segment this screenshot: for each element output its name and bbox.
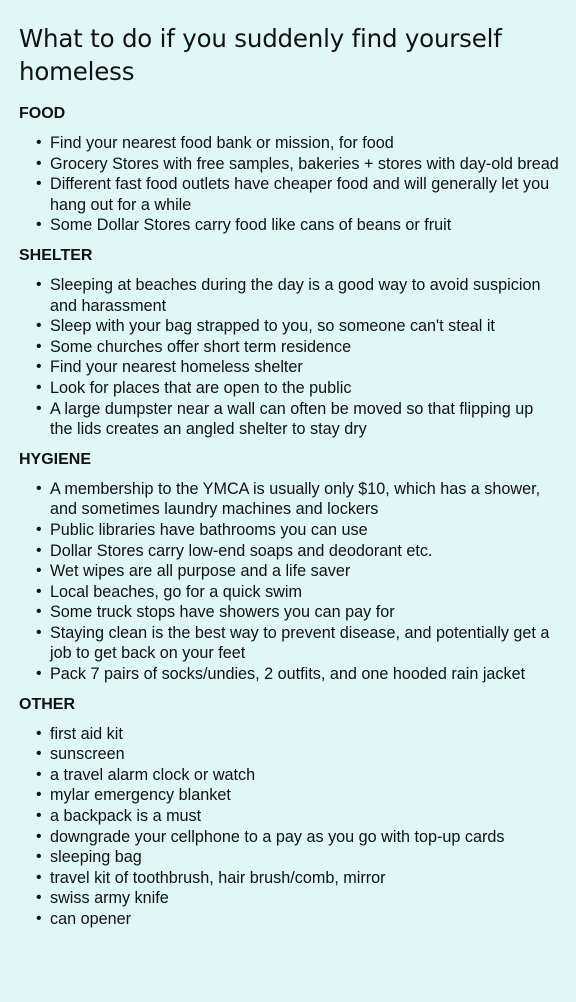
list-item bbox=[19, 316, 560, 337]
bullet: • bbox=[36, 582, 42, 600]
list-item-text: a travel alarm clock or watch bbox=[50, 765, 256, 784]
bullet: • bbox=[36, 745, 42, 763]
list-item bbox=[19, 868, 560, 889]
list-item-text: Find your nearest food bank or mission, for food bbox=[50, 134, 394, 152]
list-item bbox=[19, 806, 560, 827]
list-item bbox=[19, 582, 560, 603]
list-item bbox=[19, 337, 560, 358]
hygiene-list bbox=[19, 479, 560, 685]
bullet: • bbox=[36, 889, 42, 907]
bullet: • bbox=[36, 603, 42, 621]
list-item bbox=[19, 765, 560, 786]
shelter-list bbox=[19, 275, 560, 440]
list-item bbox=[19, 541, 560, 562]
bullet: • bbox=[36, 623, 42, 641]
bullet: • bbox=[36, 154, 42, 172]
bullet: • bbox=[36, 216, 42, 234]
list-item-text: sleeping bag bbox=[50, 848, 142, 867]
list-item-text: A membership to the YMCA is usually only $10, which has a shower, and sometimes laundry machines and lockers bbox=[50, 479, 541, 519]
section-hygiene bbox=[19, 450, 560, 685]
bullet: • bbox=[36, 827, 42, 845]
list-item-text: first aid kit bbox=[50, 724, 123, 743]
list-item bbox=[19, 724, 560, 745]
bullet: • bbox=[36, 786, 42, 804]
list-item bbox=[19, 357, 560, 378]
list-item-text: Dollar Stores carry low-end soaps and deodorant etc. bbox=[50, 541, 433, 560]
list-item-text: swiss army knife bbox=[50, 889, 169, 908]
bullet: • bbox=[36, 868, 42, 886]
bullet: • bbox=[36, 317, 42, 335]
bullet: • bbox=[36, 175, 42, 193]
list-item bbox=[19, 133, 560, 154]
bullet: • bbox=[36, 275, 42, 293]
list-item-text: mylar emergency blanket bbox=[50, 786, 231, 805]
list-item-text: Wet wipes are all purpose and a life saver bbox=[50, 562, 351, 581]
bullet: • bbox=[36, 562, 42, 580]
list-item bbox=[19, 909, 560, 930]
food-list bbox=[19, 133, 560, 236]
bullet: • bbox=[36, 479, 42, 497]
page-title: What to do if you suddenly find yourself homeless bbox=[19, 24, 502, 86]
section-heading-other: OTHER bbox=[19, 695, 75, 713]
list-item-text: Staying clean is the best way to prevent disease, and potentially get a job to get back on your feet bbox=[50, 623, 550, 663]
list-item-text: Different fast food outlets have cheaper food and will generally let you hang out for a while bbox=[50, 175, 550, 214]
section-food bbox=[19, 104, 560, 236]
list-item-text: Grocery Stores with free samples, bakeries + stores with day-old bread bbox=[50, 154, 559, 173]
list-item-text: can opener bbox=[50, 910, 132, 928]
list-item bbox=[19, 602, 560, 623]
bullet: • bbox=[36, 520, 42, 538]
list-item bbox=[19, 520, 560, 541]
list-item bbox=[19, 275, 560, 316]
list-item bbox=[19, 888, 560, 909]
bullet: • bbox=[36, 134, 42, 151]
bullet: • bbox=[36, 910, 42, 927]
bullet: • bbox=[36, 337, 42, 355]
list-item bbox=[19, 479, 560, 520]
section-other bbox=[19, 695, 560, 930]
list-item bbox=[19, 154, 560, 175]
bullet: • bbox=[36, 665, 42, 683]
list-item-text: Some Dollar Stores carry food like cans of beans or fruit bbox=[50, 216, 452, 235]
list-item-text: Sleep with your bag strapped to you, so someone can't steal it bbox=[50, 317, 495, 336]
list-item-text: sunscreen bbox=[50, 745, 125, 764]
section-heading-food: FOOD bbox=[19, 105, 66, 122]
list-item-text: Pack 7 pairs of socks/undies, 2 outfits, and one hooded rain jacket bbox=[50, 665, 526, 684]
bullet: • bbox=[36, 358, 42, 376]
list-item-text: Some churches offer short term residence bbox=[50, 337, 352, 356]
list-item-text: A large dumpster near a wall can often be moved so that flipping up the lids creates an angled shelter to stay dry bbox=[50, 399, 534, 439]
list-item bbox=[19, 174, 560, 215]
list-item bbox=[19, 664, 560, 685]
other-list bbox=[19, 724, 560, 930]
section-heading-shelter: SHELTER bbox=[19, 246, 93, 264]
bullet: • bbox=[36, 378, 42, 396]
list-item bbox=[19, 744, 560, 765]
list-item bbox=[19, 561, 560, 582]
list-item-text: Some truck stops have showers you can pay for bbox=[50, 603, 395, 622]
list-item bbox=[19, 827, 560, 848]
bullet: • bbox=[36, 807, 42, 825]
bullet: • bbox=[36, 541, 42, 559]
list-item bbox=[19, 215, 560, 236]
list-item bbox=[19, 399, 560, 440]
section-shelter bbox=[19, 246, 560, 440]
bullet: • bbox=[36, 399, 42, 417]
list-item bbox=[19, 785, 560, 806]
list-item bbox=[19, 378, 560, 399]
list-item-text: a backpack is a must bbox=[50, 807, 202, 826]
list-item bbox=[19, 623, 560, 664]
list-item bbox=[19, 847, 560, 868]
bullet: • bbox=[36, 724, 42, 742]
list-item-text: Sleeping at beaches during the day is a good way to avoid suspicion and harassment bbox=[50, 275, 541, 315]
list-item-text: Find your nearest homeless shelter bbox=[50, 358, 303, 377]
bullet: • bbox=[36, 848, 42, 866]
bullet: • bbox=[36, 765, 42, 783]
section-heading-hygiene: HYGIENE bbox=[19, 450, 92, 468]
list-item-text: Local beaches, go for a quick swim bbox=[50, 582, 302, 601]
list-item-text: downgrade your cellphone to a pay as you go with top-up cards bbox=[50, 827, 505, 846]
list-item-text: Public libraries have bathrooms you can use bbox=[50, 520, 368, 539]
list-item-text: Look for places that are open to the public bbox=[50, 378, 352, 397]
list-item-text: travel kit of toothbrush, hair brush/comb, mirror bbox=[50, 868, 386, 887]
